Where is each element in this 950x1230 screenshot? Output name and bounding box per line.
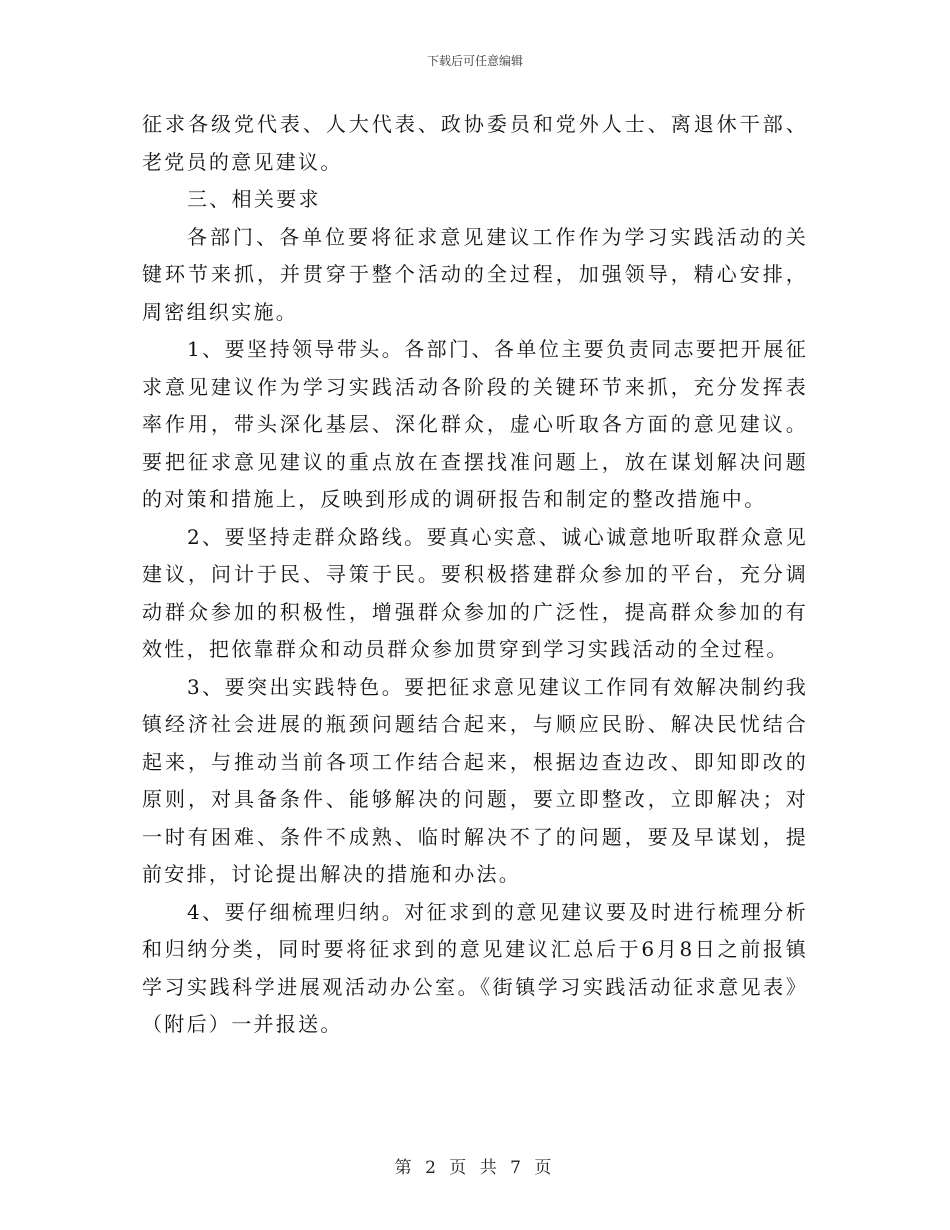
section-heading: 三、相关要求 xyxy=(187,187,321,211)
paragraph-intro: 各部门、各单位要将征求意见建议工作作为学习实践活动的关键环节来抓，并贯穿于整个活动的全过程，加强领导，精心安排，周密组织实施。 xyxy=(142,224,808,324)
paragraph-item-3: 3、要突出实践特色。要把征求意见建议工作同有效解决制约我镇经济社会进展的瓶颈问题结合起来，与顺应民盼、解决民忧结合起来，与推动当前各项工作结合起来，根据边查边改、即知即改的原则，对具备条件、能够解决的问题，要立即整改，立即解决；对一时有困难、条件不成熟、临时解决不了的问题，要及早谋划，提前安排，讨论提出解决的措施和办法。 xyxy=(142,674,808,886)
document-body xyxy=(142,106,808,1044)
page-number-footer: 第 2 页 共 7 页 xyxy=(394,1158,556,1178)
paragraph-continuation: 征求各级党代表、人大代表、政协委员和党外人士、离退休干部、老党员的意见建议。 xyxy=(142,112,808,174)
paragraph-item-4: 4、要仔细梳理归纳。对征求到的意见建议要及时进行梳理分析和归纳分类，同时要将征求到的意见建议汇总后于6月8日之前报镇学习实践科学进展观活动办公室。《街镇学习实践活动征求意见表》（附后）一并报送。 xyxy=(142,899,808,1036)
paragraph-item-1: 1、要坚持领导带头。各部门、各单位主要负责同志要把开展征求意见建议作为学习实践活动各阶段的关键环节来抓，充分发挥表率作用，带头深化基层、深化群众，虚心听取各方面的意见建议。要把征求意见建议的重点放在查摆找准问题上，放在谋划解决问题的对策和措施上，反映到形成的调研报告和制定的整改措施中。 xyxy=(142,337,808,511)
paragraph-item-2: 2、要坚持走群众路线。要真心实意、诚心诚意地听取群众意见建议，问计于民、寻策于民。要积极搭建群众参加的平台，充分调动群众参加的积极性，增强群众参加的广泛性，提高群众参加的有效性，把依靠群众和动员群众参加贯穿到学习实践活动的全过程。 xyxy=(142,524,808,661)
page-header: 下载后可任意编辑 xyxy=(426,54,523,68)
